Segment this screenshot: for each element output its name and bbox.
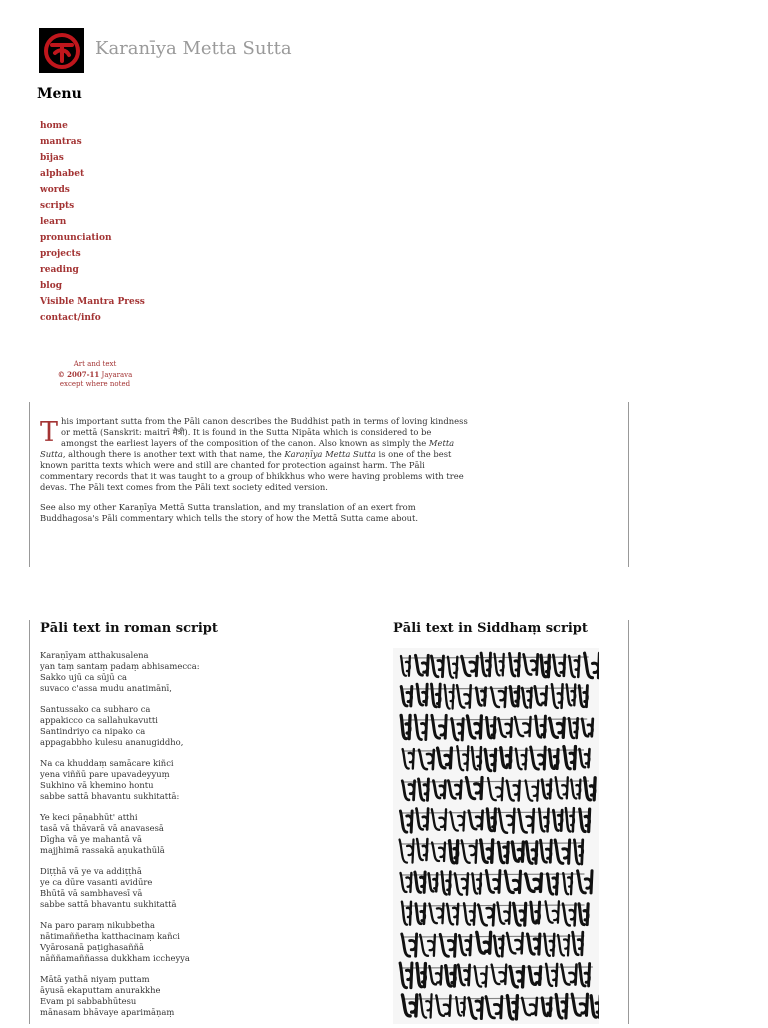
intro-text-part: his important sutta from the Pāli canon describes the Buddhist path in terms of loving kindness or mettā (Sanskrit: maitrī मैत्री). It is found in the Sutta Nipāta which is considered to be amongst the earliest layers of the composition of the canon. Also known as simply the: [61, 416, 468, 448]
menu-item: [40, 211, 145, 227]
intro-border-right: [628, 402, 629, 567]
siddham-line: [401, 653, 599, 678]
siddham-line: [402, 777, 595, 800]
stanza: [40, 920, 360, 964]
menu-item: [40, 275, 145, 291]
verse-line: Diṭṭhā vā ye va addiṭṭhā: [40, 866, 142, 876]
verse-line: Na paro paraṃ nikubbetha: [40, 920, 155, 930]
credit-line: except where noted: [59, 380, 131, 388]
verse-line: Sakko ujū ca sūjū ca: [40, 672, 128, 682]
siddham-line: [403, 746, 590, 770]
menu-item: [40, 163, 145, 179]
menu-item: [40, 259, 145, 275]
menu-link-pronunciation[interactable]: pronunciation: [40, 233, 112, 243]
intro-text-part: is one of the best known paritta texts which were and still are chanted for protection against harm. The Pāli commentary records that it was taught to a group of bhikkhus who were having problems with tree devas. The Pāli text comes from the Pāli text society edited version.: [40, 449, 464, 492]
menu-link-projects[interactable]: projects: [40, 249, 81, 259]
verse-line: Santindriyo ca nipako ca: [40, 726, 146, 736]
credit-line: Art and text: [73, 360, 117, 368]
verse-line: mānasam bhāvaye aparimāṇaṃ: [40, 1007, 175, 1017]
verse-line: sabbe sattā bhavantu sukhitattā: [40, 899, 177, 909]
menu-item: [40, 227, 145, 243]
menu-item: [40, 147, 145, 163]
verse-line: Evam pi sabbabhūtesu: [40, 996, 137, 1006]
menu-item: [40, 307, 145, 323]
verse-line: yan taṃ santaṃ padaṃ abhisamecca:: [40, 661, 200, 671]
menu-title: Menu: [37, 86, 82, 102]
intro-text-part: , although there is another text with that name, the: [62, 449, 285, 459]
site-logo[interactable]: [39, 28, 84, 73]
verse-line: Dīgha vā ye mahantā vā: [40, 834, 143, 844]
intro-italic-title: Karaṇīya Metta Sutta: [284, 449, 376, 459]
verse-line: Bhūtā vā sambhavesī vā: [40, 888, 143, 898]
menu-item: [40, 291, 145, 307]
menu-item: [40, 179, 145, 195]
intro-text: [40, 416, 470, 533]
site-title: Karanīya Metta Sutta: [95, 38, 292, 59]
menu-item: [40, 243, 145, 259]
menu-link-reading[interactable]: reading: [40, 265, 79, 275]
siddham-script-image: [393, 648, 599, 1024]
roman-border-left: [29, 620, 30, 1024]
verse-line: majjhimā rassakā aṇukathūlā: [40, 845, 165, 855]
menu-link-blog[interactable]: blog: [40, 281, 63, 291]
stanza: [40, 812, 360, 856]
menu-link-words[interactable]: words: [40, 185, 70, 195]
menu-link-contact-info[interactable]: contact/info: [40, 313, 101, 323]
verse-line: Vyārosanā paṭighasaññā: [40, 942, 145, 952]
menu-link-visible-mantra-press[interactable]: Visible Mantra Press: [40, 297, 145, 307]
stanza: [40, 974, 360, 1018]
siddham-script-strokes: [393, 648, 599, 1024]
main-menu: [40, 115, 145, 323]
menu-item: [40, 131, 145, 147]
siddham-line: [401, 715, 593, 740]
siddham-line: [400, 808, 590, 833]
roman-verses: [40, 650, 360, 1028]
verse-line: Ye keci pāṇabhūt' atthi: [40, 812, 138, 822]
credit-line: [40, 370, 150, 381]
verse-line: Santussako ca subharo ca: [40, 704, 151, 714]
verse-line: yena viññū pare upavadeyyuṃ: [40, 769, 170, 779]
menu-link-scripts[interactable]: scripts: [40, 201, 75, 211]
siddham-line: [400, 963, 593, 988]
siddham-line: [401, 871, 593, 895]
verse-line: tasā vā thāvarā vā anavasesā: [40, 823, 164, 833]
verse-line: nātimaññetha katthacinaṃ kañci: [40, 931, 180, 941]
menu-item: [40, 195, 145, 211]
menu-link-home[interactable]: home: [40, 121, 68, 131]
intro-italic-title: Metta Sutta: [40, 438, 455, 459]
verse-line: suvaco c'assa mudu anatimānī,: [40, 683, 172, 693]
stanza: [40, 650, 360, 694]
siddham-heading: Pāli text in Siddhaṃ script: [393, 621, 588, 636]
siddham-line: [402, 932, 585, 956]
verse-line: appakicco ca sallahukavutti: [40, 715, 158, 725]
verse-line: Sukhino vā khemino hontu: [40, 780, 154, 790]
verse-line: āyusā ekaputtam anurakkhe: [40, 985, 161, 995]
verse-line: ye ca dūre vasanti avidūre: [40, 877, 153, 887]
menu-link-alphabet[interactable]: alphabet: [40, 169, 85, 179]
verse-line: Karaṇīyam atthakusalena: [40, 650, 149, 660]
siddham-line: [402, 994, 599, 1019]
stanza: [40, 704, 360, 748]
siddham-logo-icon: [42, 31, 82, 71]
intro-see-also: See also my other Karaṇīya Mettā Sutta translation, and my translation of an exert from Buddhagosa's Pāli commentary which tells the story of how the Mettā Sutta came about.: [40, 502, 419, 523]
stanza: [40, 866, 360, 910]
author-link[interactable]: Jayarava: [101, 370, 133, 379]
intro-paragraph: [40, 416, 470, 493]
verse-line: Mātā yathā niyaṃ puttam: [40, 974, 150, 984]
siddham-line: [402, 901, 588, 925]
menu-item: [40, 115, 145, 131]
siddham-line: [401, 684, 587, 709]
copyright-credit: [40, 360, 150, 390]
drop-cap: T: [40, 417, 59, 448]
stanza: [40, 758, 360, 802]
verse-line: sabbe sattā bhavantu sukhitattā:: [40, 791, 180, 801]
siddham-line: [400, 839, 584, 864]
copyright-years: © 2007-11: [57, 369, 100, 379]
verse-line: appagabbho kulesu ananugiddho,: [40, 737, 184, 747]
menu-link-mantras[interactable]: mantras: [40, 137, 82, 147]
verse-line: Na ca khuddaṃ samācare kiñci: [40, 758, 174, 768]
menu-link-bijas[interactable]: bījas: [40, 153, 64, 163]
intro-border-left: [29, 402, 30, 567]
siddham-border-right: [628, 620, 629, 1024]
verse-line: nāññamaññassa dukkham iccheyya: [40, 953, 190, 963]
roman-heading: Pāli text in roman script: [40, 621, 218, 636]
menu-link-learn[interactable]: learn: [40, 217, 67, 227]
